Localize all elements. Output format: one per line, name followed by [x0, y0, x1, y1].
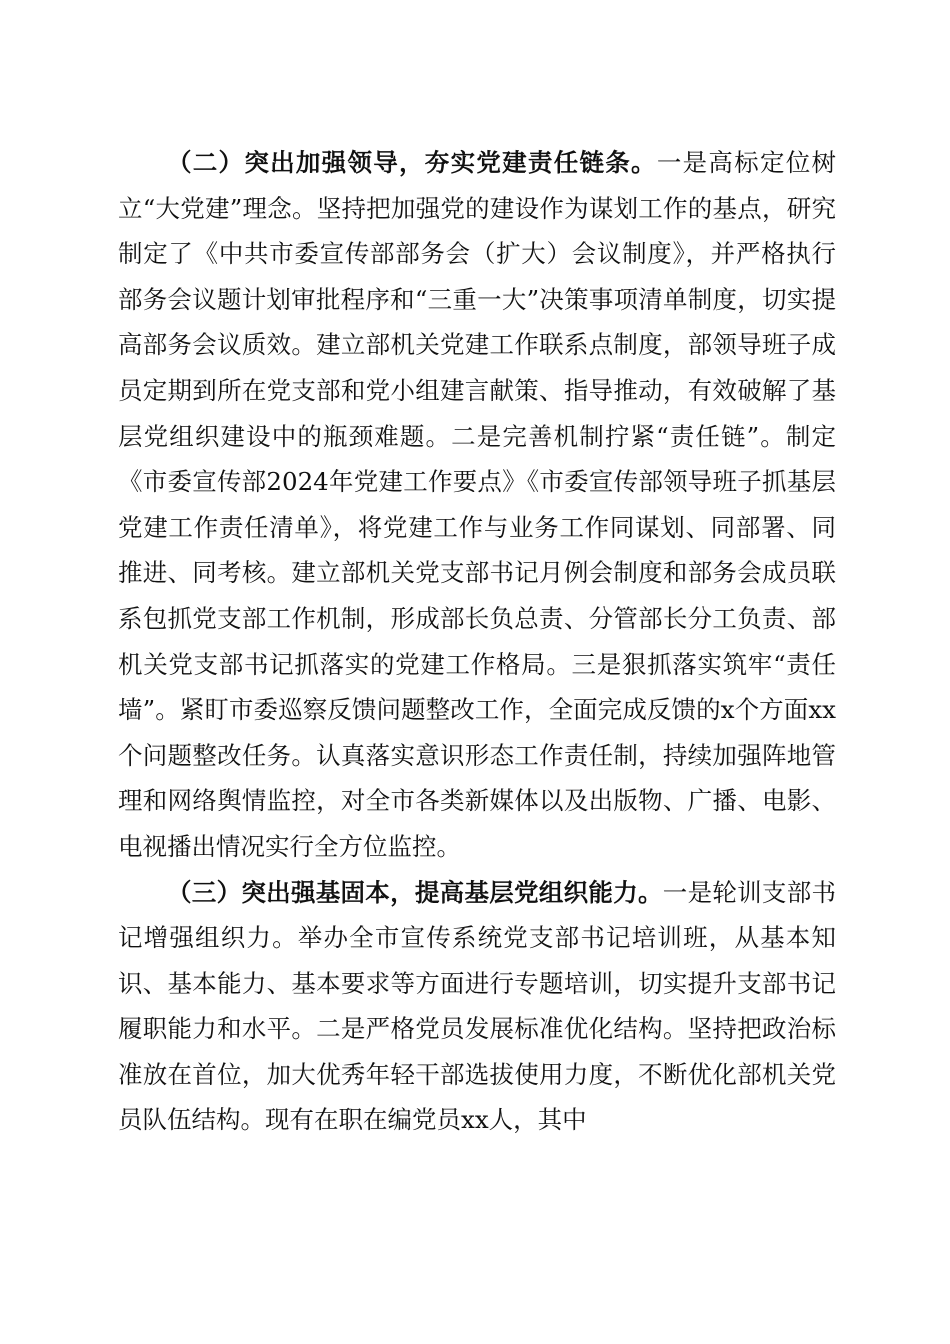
- section-heading: （三）突出强基固本，提高基层党组织能力。: [167, 877, 663, 907]
- paragraph-section-two: [118, 140, 836, 870]
- paragraph-text: 一是轮训支部书记增强组织力。举办全市宣传系统党支部书记培训班，从基本知识、基本能力、基本要求等方面进行专题培训，切实提升支部书记履职能力和水平。二是严格党员发展标准优化结构。坚持把政治标准放在首位，加大优秀年轻干部选拔使用力度，不断优化部机关党员队伍结构。现有在职在编党员xx人，其中: [118, 877, 837, 1135]
- paragraph-text: 一是高标定位树立“大党建”理念。坚持把加强党的建设作为谋划工作的基点，研究制定了《中共市委宣传部部务会（扩大）会议制度》，并严格执行部务会议题计划审批程序和“三重一大”决策事项清单制度，切实提高部务会议质效。建立部机关党建工作联系点制度，部领导班子成员定期到所在党支部和党小组建言献策、指导推动，有效破解了基层党组织建设中的瓶颈难题。二是完善机制拧紧“责任链”。制定《市委宣传部2024年党建工作要点》《市委宣传部领导班子抓基层党建工作责任清单》，将党建工作与业务工作同谋划、同部署、同推进、同考核。建立部机关党支部书记月例会制度和部务会成员联系包抓党支部工作机制，形成部长负总责、分管部长分工负责、部机关党支部书记抓落实的党建工作格局。三是狠抓落实筑牢“责任墙”。紧盯市委巡察反馈问题整改工作，全面完成反馈的x个方面xx个问题整改任务。认真落实意识形态工作责任制，持续加强阵地管理和网络舆情监控，对全市各类新媒体以及出版物、广播、电影、电视播出情况实行全方位监控。: [118, 148, 837, 861]
- section-heading: （二）突出加强领导，夯实党建责任链条。: [167, 148, 657, 177]
- paragraph-section-three: [118, 870, 836, 1144]
- document-body: [118, 140, 836, 1143]
